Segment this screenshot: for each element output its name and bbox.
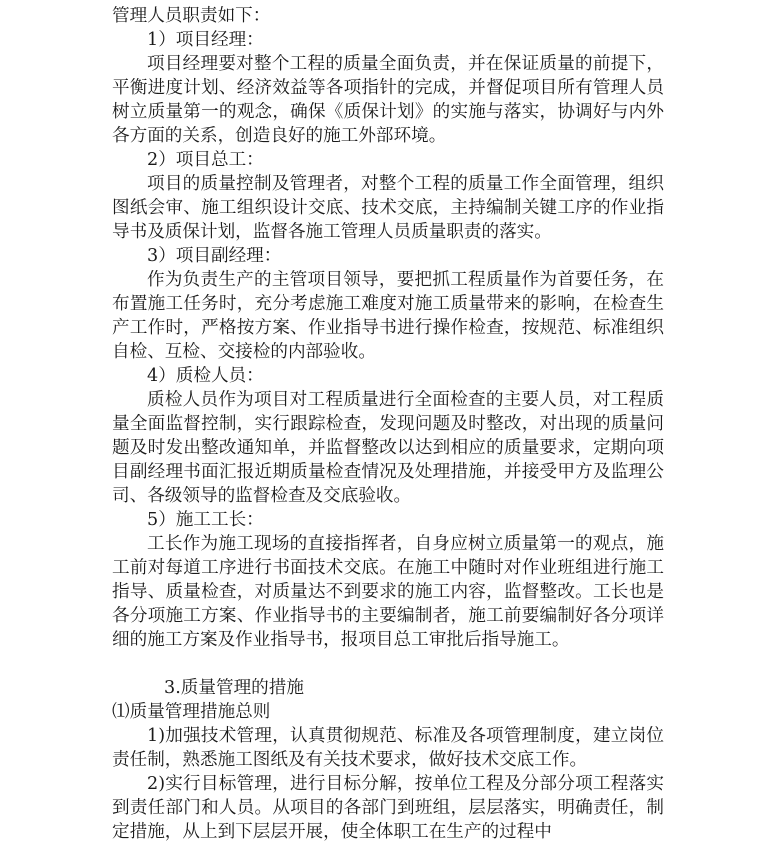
measure-2 [112,772,664,864]
document-page [112,0,664,864]
section-4-body [112,388,664,508]
section-heading: 3）项目副经理： [147,246,282,266]
section-3-body [112,268,664,364]
section-3-heading [112,244,664,268]
section-1-body [112,52,664,148]
section-5-heading [112,508,664,532]
section-4-heading [112,364,664,388]
section-heading: 1）项目经理： [147,30,264,50]
section-heading: 5）施工工长： [147,510,264,530]
section-body: 工长作为施工现场的直接指挥者，自身应树立质量第一的观点，施工前对每道工序进行书面技术交底。在施工中随时对作业班组进行施工指导、质量检查，对质量达不到要求的施工内容，监督整改。工长也是各分项施工方案、作业指导书的主要编制者，施工前要编制好各分项详细的施工方案及作业指导书，报项目总工审批后指导施工。 [112,534,664,650]
measure-text: 1)加强技术管理，认真贯彻规范、标准及各项管理制度，建立岗位责任制，熟悉施工图纸及有关技术要求，做好技术交底工作。 [112,726,664,770]
main-section-heading: 3.质量管理的措施 [164,678,304,698]
section-heading: 2）项目总工： [147,150,264,170]
measure-text: 2)实行目标管理，进行目标分解，按单位工程及分部分项工程落实到责任部门和人员。从项目的各部门到班组，层层落实，明确责任，制定措施，从上到下层层开展，使全体职工在生产的过程中 [112,774,664,842]
section-body: 项目经理要对整个工程的质量全面负责，并在保证质量的前提下，平衡进度计划、经济效益等各项指针的完成，并督促项目所有管理人员树立质量第一的观念，确保《质保计划》的实施与落实，协调好与内外各方面的关系，创造良好的施工外部环境。 [112,54,664,146]
section-body: 项目的质量控制及管理者，对整个工程的质量工作全面管理，组织图纸会审、施工组织设计交底、技术交底，主持编制关键工序的作业指导书及质保计划，监督各施工管理人员质量职责的落实。 [112,174,664,242]
section-body: 质检人员作为项目对工程质量进行全面检查的主要人员，对工程质量全面监督控制，实行跟踪检查，发现问题及时整改，对出现的质量问题及时发出整改通知单，并监督整改以达到相应的质量要求，定期向项目副经理书面汇报近期质量检查情况及处理措施，并接受甲方及监理公司、各级领导的监督检查及交底验收。 [112,390,664,506]
intro-text: 管理人员职责如下： [112,6,271,26]
intro-line [112,4,664,28]
section-3-main-heading [112,676,664,700]
section-body: 作为负责生产的主管项目领导，要把抓工程质量作为首要任务，在布置施工任务时，充分考虑施工难度对施工质量带来的影响，在检查生产工作时，严格按方案、作业指导书进行操作检查，按规范、标准组织自检、互检、交接检的内部验收。 [112,270,664,362]
section-2-heading [112,148,664,172]
subsection-1-heading [112,700,664,724]
section-2-body [112,172,664,244]
measure-1 [112,724,664,772]
section-heading: 4）质检人员： [147,366,264,386]
subsection-heading: ⑴质量管理措施总则 [112,702,271,722]
section-5-body [112,532,664,676]
section-1-heading [112,28,664,52]
